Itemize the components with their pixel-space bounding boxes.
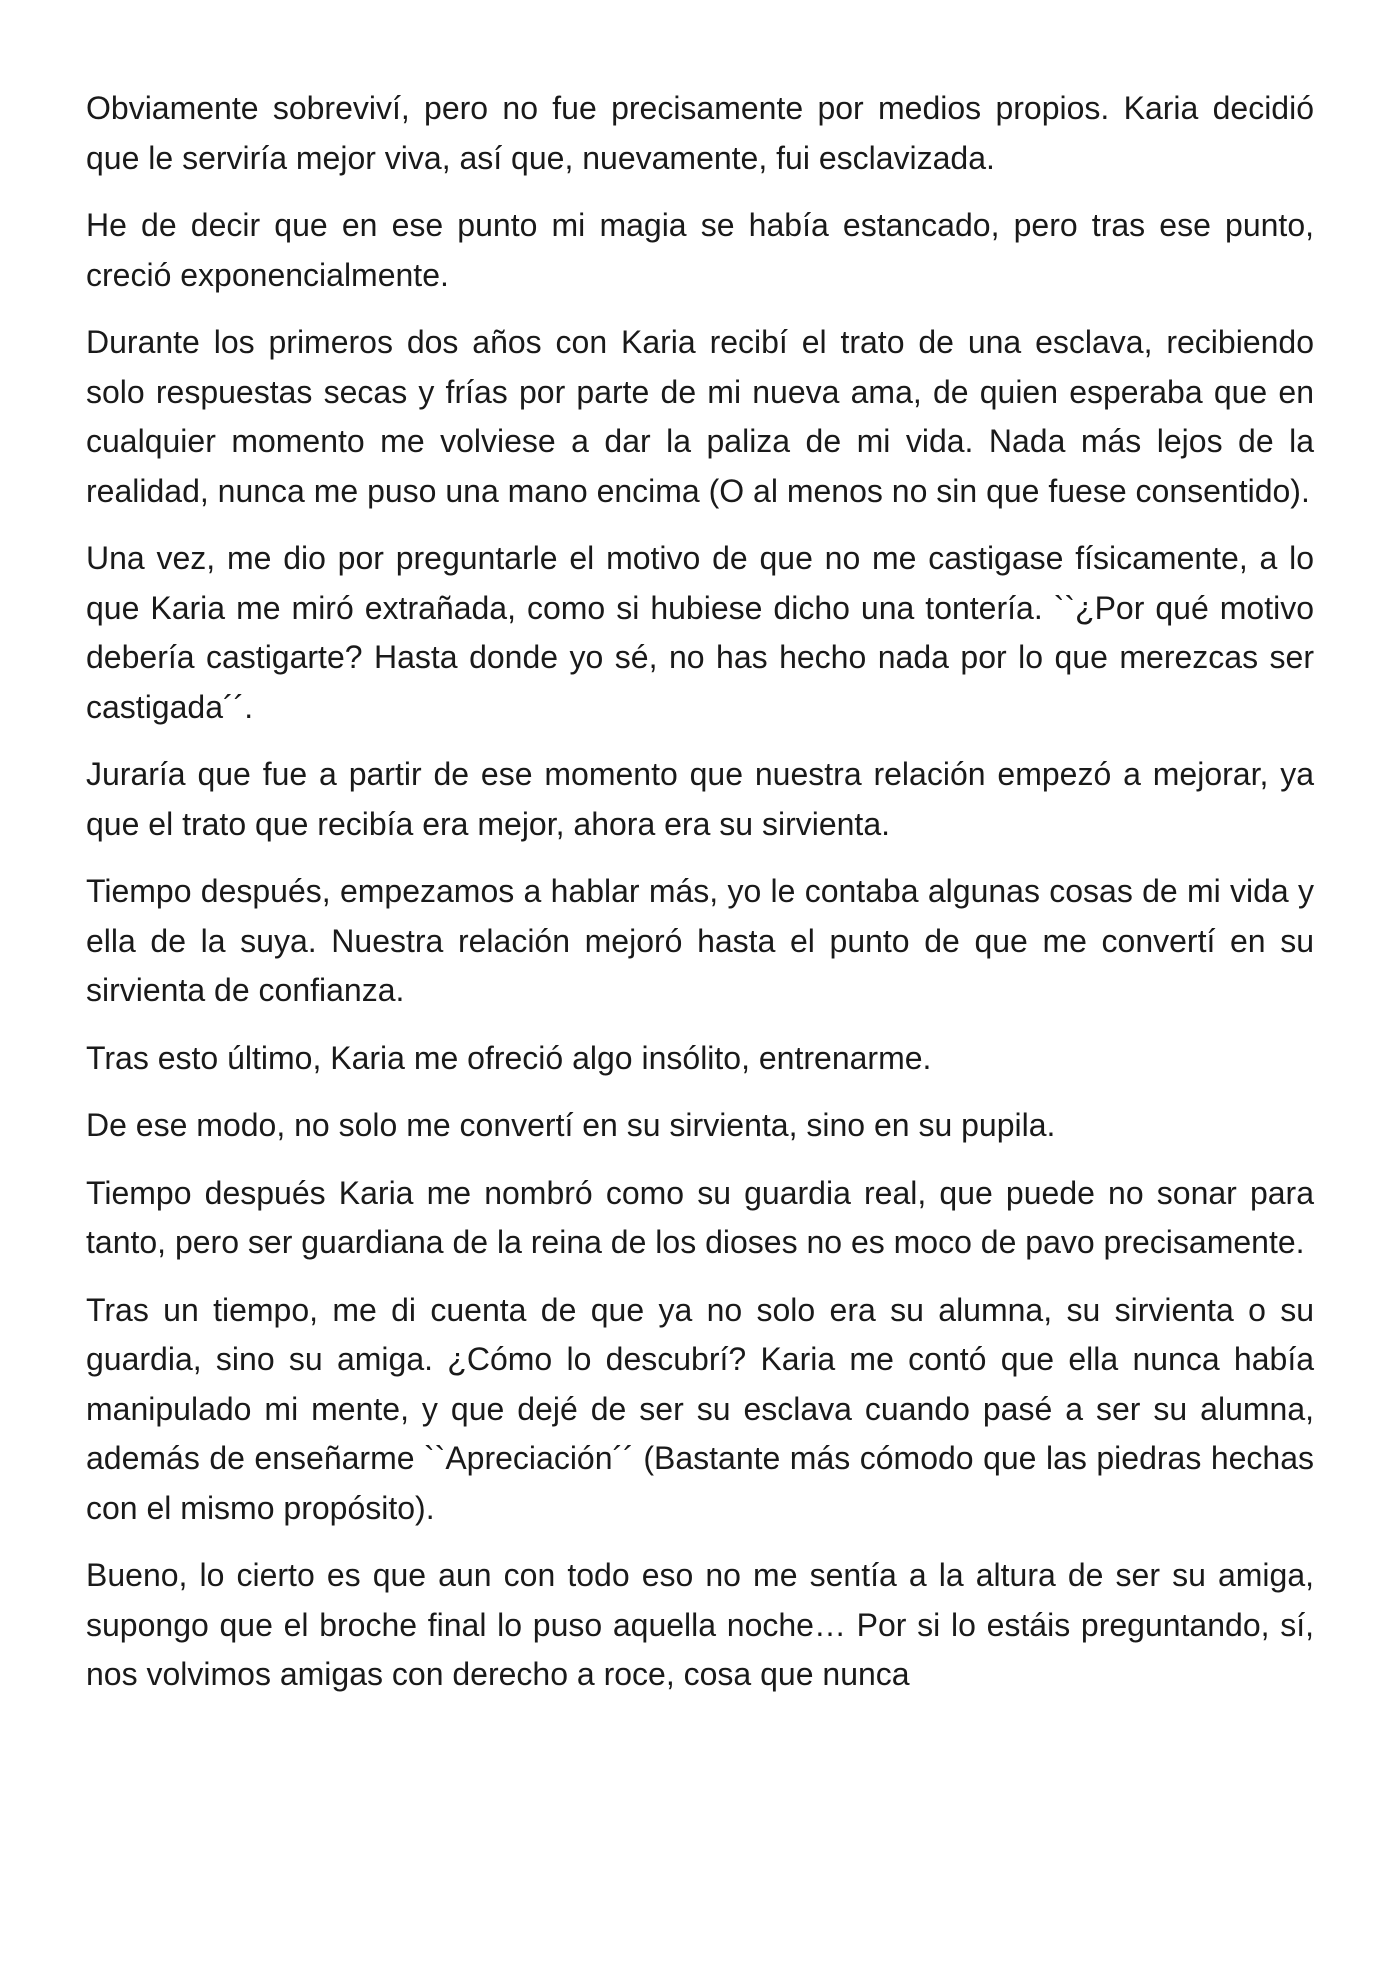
paragraph-4: Una vez, me dio por preguntarle el motivo de que no me castigase físicamente, a lo que Karia me miró extrañada, como si hubiese dicho una tontería. ``¿Por qué motivo debería castigarte? Hasta donde yo sé, no has hecho nada por lo que merezcas ser castigada´´.: [86, 540, 1314, 725]
paragraph-9: Tiempo después Karia me nombró como su guardia real, que puede no sonar para tanto, pero ser guardiana de la reina de los dioses no es moco de pavo precisamente.: [86, 1174, 1314, 1260]
paragraph-6: Tiempo después, empezamos a hablar más, yo le contaba algunas cosas de mi vida y ella de la suya. Nuestra relación mejoró hasta el punto de que me convertí en su sirvienta de confianza.: [86, 873, 1314, 1008]
paragraph-8: De ese modo, no solo me convertí en su sirvienta, sino en su pupila.: [86, 1107, 1056, 1143]
document-page: [86, 84, 1314, 1718]
paragraph-5: Juraría que fue a partir de ese momento que nuestra relación empezó a mejorar, ya que el trato que recibía era mejor, ahora era su sirvienta.: [86, 756, 1314, 842]
paragraph-1: Obviamente sobreviví, pero no fue precisamente por medios propios. Karia decidió que le serviría mejor viva, así que, nuevamente, fui esclavizada.: [86, 90, 1314, 176]
paragraph-2: He de decir que en ese punto mi magia se había estancado, pero tras ese punto, creció exponencialmente.: [86, 207, 1314, 293]
paragraph-11: Bueno, lo cierto es que aun con todo eso no me sentía a la altura de ser su amiga, supongo que el broche final lo puso aquella noche… Por si lo estáis preguntando, sí, nos volvimos amigas con derecho a roce, cosa que nunca: [86, 1557, 1314, 1692]
paragraph-3: Durante los primeros dos años con Karia recibí el trato de una esclava, recibiendo solo respuestas secas y frías por parte de mi nueva ama, de quien esperaba que en cualquier momento me volviese a dar la paliza de mi vida. Nada más lejos de la realidad, nunca me puso una mano encima (O al menos no sin que fuese consentido).: [86, 324, 1314, 509]
paragraph-7: Tras esto último, Karia me ofreció algo insólito, entrenarme.: [86, 1039, 932, 1076]
paragraph-10: Tras un tiempo, me di cuenta de que ya no solo era su alumna, su sirvienta o su guardia, sino su amiga. ¿Cómo lo descubrí? Karia me contó que ella nunca había manipulado mi mente, y que dejé de ser su esclava cuando pasé a ser su alumna, además de enseñarme ``Apreciación´´ (Bastante más cómodo que las piedras hechas con el mismo propósito).: [86, 1291, 1314, 1526]
